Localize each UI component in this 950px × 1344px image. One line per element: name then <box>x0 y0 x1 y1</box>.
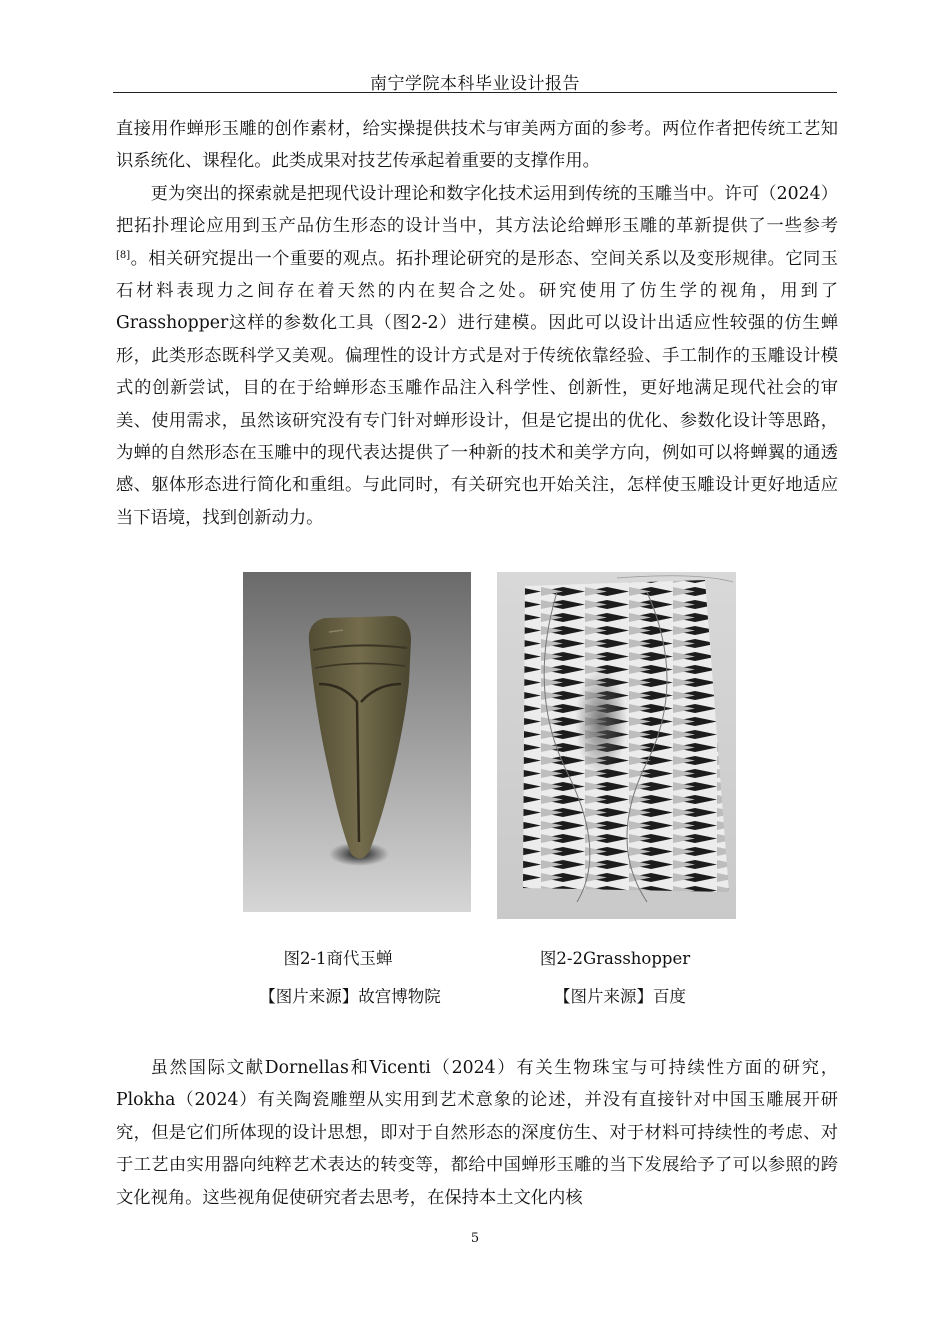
grasshopper-parametric-illustration <box>497 572 736 919</box>
paragraph-text: 更为突出的探索就是把现代设计理论和数字化技术运用到传统的玉雕当中。许可（2024）把拓扑理论应用到玉产品仿生形态的设计当中，其方法论给蝉形玉雕的革新提供了一些参考 <box>116 183 838 237</box>
jade-cicada-illustration <box>243 572 471 912</box>
page-number: 5 <box>470 1231 480 1246</box>
citation-ref: [8] <box>116 249 131 261</box>
figure-grasshopper-image <box>497 572 736 919</box>
paragraph-digital-design <box>116 178 838 534</box>
figure2-source: 【图片来源】百度 <box>554 987 686 1006</box>
figure2-caption: 图2-2Grasshopper <box>539 949 691 968</box>
header-divider <box>113 92 837 93</box>
page-header-title: 南宁学院本科毕业设计报告 <box>370 74 580 94</box>
paragraph-text: 。相关研究提出一个重要的观点。拓扑理论研究的是形态、空间关系以及变形规律。它同玉石材料表现力之间存在着天然的内在契合之处。研究使用了仿生学的视角，用到了Grasshopper这样的参数化工具（图2-2）进行建模。因此可以设计出适应性较强的仿生蝉形，此类形态既科学又美观。偏理性的设计方式是对于传统依靠经验、手工制作的玉雕设计模式的创新尝试，目的在于给蝉形态玉雕作品注入科学性、创新性，更好地满足现代社会的审美、使用需求，虽然该研究没有专门针对蝉形设计，但是它提出的优化、参数化设计等思路，为蝉的自然形态在玉雕中的现代表达提供了一种新的技术和美学方向，例如可以将蝉翼的通透感、躯体形态进行简化和重组。与此同时，有关研究也开始关注，怎样使玉雕设计更好地适应当下语境，找到创新动力。 <box>116 248 838 528</box>
figure1-caption: 图2-1商代玉蝉 <box>283 949 393 968</box>
figure1-source: 【图片来源】故宫博物院 <box>259 987 441 1006</box>
paragraph-continuation: 直接用作蝉形玉雕的创作素材，给实操提供技术与审美两方面的参考。两位作者把传统工艺知识系统化、课程化。此类成果对技艺传承起着重要的支撑作用。 <box>116 119 838 172</box>
figure-jade-cicada-image <box>243 572 471 912</box>
body-text-bottom <box>116 1052 838 1214</box>
body-text-top <box>116 113 838 534</box>
paragraph-international-literature: 虽然国际文献Dornellas和Vicenti（2024）有关生物珠宝与可持续性方面的研究，Plokha（2024）有关陶瓷雕塑从实用到艺术意象的论述，并没有直接针对中国玉雕展开研究，但是它们所体现的设计思想，即对于自然形态的深度仿生、对于材料可持续性的考虑、对于工艺由实用器向纯粹艺术表达的转变等，都给中国蝉形玉雕的当下发展给予了可以参照的跨文化视角。这些视角促使研究者去思考，在保持本土文化内核 <box>116 1058 838 1208</box>
